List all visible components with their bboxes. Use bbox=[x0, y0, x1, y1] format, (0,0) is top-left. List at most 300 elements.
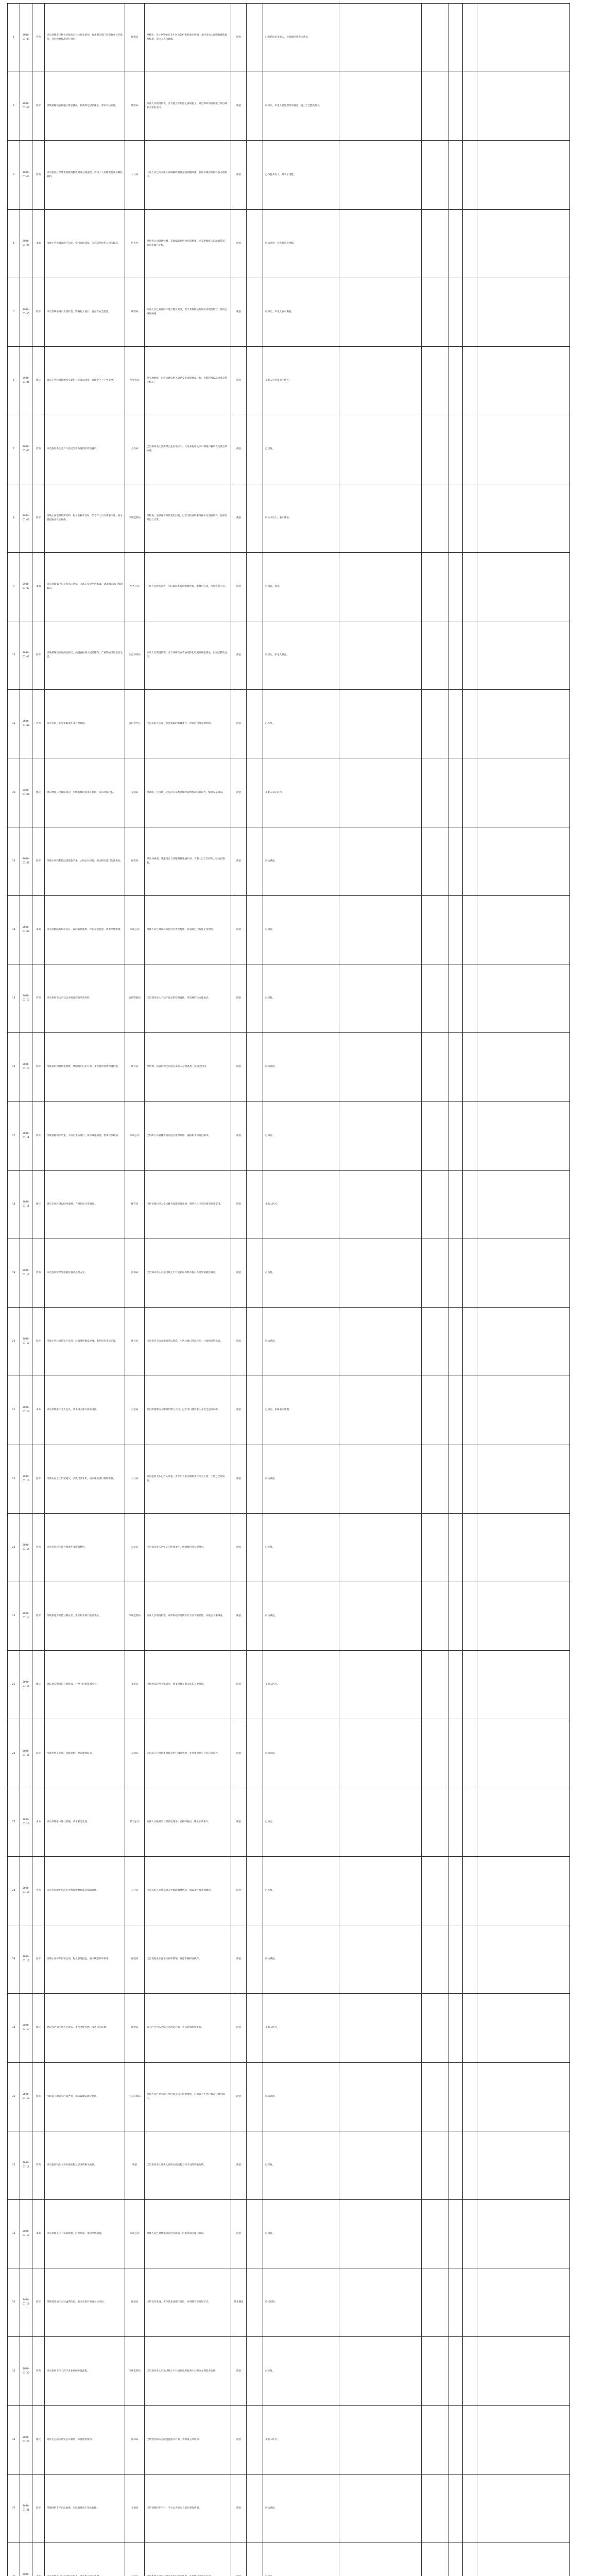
category-cell: 咨询 bbox=[32, 141, 45, 209]
empty-cell bbox=[422, 758, 448, 827]
empty-cell bbox=[339, 1513, 422, 1582]
result-cell: 满意 bbox=[231, 2337, 247, 2405]
result-cell: 满意 bbox=[231, 1651, 247, 1719]
category-cell: 求助 bbox=[32, 552, 45, 621]
row-number-cell: 12 bbox=[8, 758, 20, 827]
empty-cell bbox=[448, 1994, 463, 2062]
empty-cell bbox=[247, 1925, 263, 1994]
empty-cell bbox=[463, 1170, 477, 1239]
department-cell: 医保局 bbox=[125, 1239, 145, 1307]
date-cell: 2020-01-04 bbox=[20, 209, 32, 278]
category-cell: 投诉 bbox=[32, 278, 45, 346]
department-cell: 住建局 bbox=[125, 2268, 145, 2337]
category-cell: 投诉 bbox=[32, 2474, 45, 2543]
empty-cell bbox=[422, 827, 448, 895]
empty-cell bbox=[477, 2131, 570, 2199]
department-cell: 市场监管局 bbox=[125, 484, 145, 552]
category-cell: 建议 bbox=[32, 1651, 45, 1719]
category-cell: 投诉 bbox=[32, 1582, 45, 1651]
empty-cell bbox=[477, 690, 570, 758]
empty-cell bbox=[422, 1170, 448, 1239]
empty-cell bbox=[448, 1856, 463, 1925]
empty-cell bbox=[448, 2131, 463, 2199]
empty-cell bbox=[477, 1925, 570, 1994]
empty-cell bbox=[422, 347, 448, 415]
category-cell: 投诉 bbox=[32, 1308, 45, 1376]
note-cell: 回访满意。 bbox=[263, 1719, 339, 1788]
table-row bbox=[8, 2405, 570, 2474]
category-cell: 咨询 bbox=[32, 964, 45, 1033]
empty-cell bbox=[339, 1582, 422, 1651]
empty-cell bbox=[463, 1033, 477, 1101]
category-cell: 求助 bbox=[32, 1376, 45, 1445]
empty-cell bbox=[247, 1101, 263, 1170]
category-cell: 求助 bbox=[32, 209, 45, 278]
reply-cell: 经核实，该小区物业已在小区公告栏张贴收支明细，并向来电人说明收费依据及标准，来电人表示理解。 bbox=[145, 4, 231, 72]
table-row bbox=[8, 552, 570, 621]
empty-cell bbox=[477, 1101, 570, 1170]
empty-cell bbox=[463, 1513, 477, 1582]
row-number-cell: 21 bbox=[8, 1376, 20, 1445]
row-number-cell: 37 bbox=[8, 2474, 20, 2543]
department-cell: 人社局 bbox=[125, 1856, 145, 1925]
reply-cell bbox=[145, 2543, 231, 2576]
empty-cell bbox=[477, 2062, 570, 2131]
empty-cell bbox=[339, 2131, 422, 2199]
empty-cell bbox=[422, 1651, 448, 1719]
result-cell: 满意 bbox=[231, 278, 247, 346]
empty-cell bbox=[422, 1308, 448, 1376]
empty-cell bbox=[477, 1033, 570, 1101]
row-number-cell: 9 bbox=[8, 552, 20, 621]
empty-cell bbox=[463, 2131, 477, 2199]
category-cell: 咨询 bbox=[32, 2337, 45, 2405]
category-cell: 建议 bbox=[32, 2405, 45, 2474]
empty-cell bbox=[477, 1994, 570, 2062]
table-row bbox=[8, 2543, 570, 2576]
department-cell: 公安局 bbox=[125, 1376, 145, 1445]
category-cell: 投诉 bbox=[32, 72, 45, 141]
result-cell: 满意 bbox=[231, 2200, 247, 2268]
reply-cell: 已将建议转图书馆研究，图书馆将在周末延长开放时间。 bbox=[145, 1651, 231, 1719]
empty-cell bbox=[422, 1513, 448, 1582]
empty-cell bbox=[477, 72, 570, 141]
empty-cell bbox=[247, 964, 263, 1033]
empty-cell bbox=[477, 2474, 570, 2543]
reply-cell: 维修人员已对堵塞管道进行疏通，污水外溢问题已解决。 bbox=[145, 2200, 231, 2268]
empty-cell bbox=[448, 1651, 463, 1719]
empty-cell bbox=[463, 1308, 477, 1376]
result-cell: 满意 bbox=[231, 2131, 247, 2199]
table-row bbox=[8, 2131, 570, 2199]
empty-cell bbox=[463, 2268, 477, 2337]
empty-cell bbox=[463, 1376, 477, 1445]
empty-cell bbox=[448, 1513, 463, 1582]
request-content-cell: 来电咨询城乡居民养老保险缴费标准及领取条件。 bbox=[45, 1856, 125, 1925]
empty-cell bbox=[339, 1651, 422, 1719]
empty-cell bbox=[422, 2131, 448, 2199]
note-cell: 已答复。 bbox=[263, 690, 339, 758]
empty-cell bbox=[247, 4, 263, 72]
empty-cell bbox=[422, 1719, 448, 1788]
note-cell: 回访满意，已恢复正常供暖。 bbox=[263, 209, 339, 278]
result-cell: 满意 bbox=[231, 758, 247, 827]
note-cell: 经回访，来电人表示满意。 bbox=[263, 278, 339, 346]
department-cell bbox=[125, 2543, 145, 2576]
empty-cell bbox=[477, 1651, 570, 1719]
result-cell: 满意 bbox=[231, 1033, 247, 1101]
row-number-cell: 24 bbox=[8, 1582, 20, 1651]
department-cell: 公安局 bbox=[125, 415, 145, 484]
empty-cell bbox=[477, 2543, 570, 2576]
category-cell: 咨询 bbox=[32, 4, 45, 72]
note-cell: 已答复。 bbox=[263, 1513, 339, 1582]
empty-cell bbox=[247, 552, 263, 621]
empty-cell bbox=[477, 2405, 570, 2474]
date-cell: 2020-01-14 bbox=[20, 1513, 32, 1582]
empty-cell bbox=[339, 4, 422, 72]
empty-cell bbox=[448, 1239, 463, 1307]
row-number-cell: 23 bbox=[8, 1513, 20, 1582]
empty-cell bbox=[448, 415, 463, 484]
reply-cell: 执法人员现场检查，责令施工单位停止夜间施工，并告知如需夜间施工须办理相关审批手续。 bbox=[145, 72, 231, 141]
empty-cell bbox=[448, 2543, 463, 2576]
date-cell: 2020-01-05 bbox=[20, 347, 32, 415]
reply-cell: 工作人员现场查看，水压偏低系管网维修所致，维修已完成，水压恢复正常。 bbox=[145, 552, 231, 621]
empty-cell bbox=[422, 552, 448, 621]
department-cell: 交通局 bbox=[125, 758, 145, 827]
table-row bbox=[8, 347, 570, 415]
empty-cell bbox=[247, 141, 263, 209]
empty-cell bbox=[422, 1788, 448, 1856]
empty-cell bbox=[477, 1170, 570, 1239]
empty-cell bbox=[339, 758, 422, 827]
row-number-cell: 20 bbox=[8, 1308, 20, 1376]
table-row bbox=[8, 1445, 570, 1513]
table-row bbox=[8, 1719, 570, 1788]
empty-cell bbox=[448, 2268, 463, 2337]
empty-cell bbox=[339, 1788, 422, 1856]
empty-cell bbox=[339, 72, 422, 141]
empty-cell bbox=[247, 278, 263, 346]
table-row bbox=[8, 758, 570, 827]
empty-cell bbox=[247, 1445, 263, 1513]
empty-cell bbox=[463, 1719, 477, 1788]
department-cell: 供热办 bbox=[125, 209, 145, 278]
empty-cell bbox=[422, 2543, 448, 2576]
request-content-cell: 来电反映某商户占道经营，影响行人通行，且存在安全隐患。 bbox=[45, 278, 125, 346]
empty-cell bbox=[448, 1719, 463, 1788]
table-row bbox=[8, 1788, 570, 1856]
empty-cell bbox=[339, 1925, 422, 1994]
table-row bbox=[8, 1582, 570, 1651]
request-content-cell: 来电咨询公积金提取条件及办理时限。 bbox=[45, 690, 125, 758]
request-content-cell: 建议在公园内增设公共厕所，方便游客使用。 bbox=[45, 2405, 125, 2474]
empty-cell bbox=[448, 2474, 463, 2543]
result-cell: 满意 bbox=[231, 1513, 247, 1582]
table-row bbox=[8, 964, 570, 1033]
empty-cell bbox=[463, 690, 477, 758]
row-number-cell: 29 bbox=[8, 1925, 20, 1994]
note-cell: 已答复。 bbox=[263, 415, 339, 484]
empty-cell bbox=[477, 1513, 570, 1582]
department-cell: 自然资源局 bbox=[125, 964, 145, 1033]
department-cell: 文旅局 bbox=[125, 1651, 145, 1719]
note-cell: 已回访。 bbox=[263, 895, 339, 964]
empty-cell bbox=[463, 1101, 477, 1170]
table-row bbox=[8, 2268, 570, 2337]
empty-cell bbox=[339, 1994, 422, 2062]
empty-cell bbox=[339, 2337, 422, 2405]
request-content-cell: 来电咨询新生儿户口登记需要办理的手续及材料。 bbox=[45, 415, 125, 484]
request-content-cell: 反映道路积水严重，下雨后无法通行，排水设施堵塞，要求尽快疏通。 bbox=[45, 1101, 125, 1170]
empty-cell bbox=[422, 415, 448, 484]
department-cell: 市政公司 bbox=[125, 2200, 145, 2268]
result-cell: 满意 bbox=[231, 141, 247, 209]
result-cell: 满意 bbox=[231, 209, 247, 278]
reply-cell: 执法人员现场检查，责令该餐馆安装油烟净化设施并规范排放，目前已整改完毕。 bbox=[145, 621, 231, 689]
category-cell: 求助 bbox=[32, 2200, 45, 2268]
department-cell: 教育局 bbox=[125, 1033, 145, 1101]
result-cell: 基本满意 bbox=[231, 2268, 247, 2337]
empty-cell bbox=[422, 1925, 448, 1994]
note-cell: 回访满意。 bbox=[263, 1033, 339, 1101]
empty-cell bbox=[463, 621, 477, 689]
empty-cell bbox=[247, 72, 263, 141]
row-number-cell: 32 bbox=[8, 2131, 20, 2199]
table-row bbox=[8, 1856, 570, 1925]
request-content-cell: 来电反映家中自来水水压过低，无法正常使用热水器，请求相关部门帮助解决。 bbox=[45, 552, 125, 621]
result-cell bbox=[231, 2543, 247, 2576]
table-row bbox=[8, 1101, 570, 1170]
department-cell: 园林局 bbox=[125, 2405, 145, 2474]
result-cell: 满意 bbox=[231, 1101, 247, 1170]
empty-cell bbox=[339, 484, 422, 552]
result-cell: 满意 bbox=[231, 1856, 247, 1925]
category-cell: 建议 bbox=[32, 1994, 45, 2062]
note-cell: 已答复。 bbox=[263, 1239, 339, 1307]
table-row bbox=[8, 141, 570, 209]
note-cell: 已回访，家属表示感谢。 bbox=[263, 1376, 339, 1445]
row-number-cell: 1 bbox=[8, 4, 20, 72]
empty-cell bbox=[477, 1788, 570, 1856]
request-content-cell: 建议对老旧小区进行改造，更换老化管网，改善居住环境。 bbox=[45, 1994, 125, 2062]
empty-cell bbox=[339, 1101, 422, 1170]
date-cell: 2020-01-16 bbox=[20, 1788, 32, 1856]
empty-cell bbox=[422, 2405, 448, 2474]
category-cell: 求助 bbox=[32, 895, 45, 964]
note-cell: 已答复。 bbox=[263, 1856, 339, 1925]
empty-cell bbox=[448, 827, 463, 895]
empty-cell bbox=[477, 1239, 570, 1307]
note-cell: 回访满意。 bbox=[263, 1308, 339, 1376]
work-order-table bbox=[7, 3, 569, 2576]
empty-cell bbox=[448, 2200, 463, 2268]
empty-cell bbox=[339, 621, 422, 689]
note-cell: 回访满意。 bbox=[263, 827, 339, 895]
request-content-cell: 来电反映小区物业未按约定公示收支情况，要求相关部门督促物业公开账目，并对收费标准进行说明。 bbox=[45, 4, 125, 72]
note-cell: 已答复。 bbox=[263, 2131, 339, 2199]
reply-cell: 已告知来电人残疾人证的办理流程及可享受的补贴政策。 bbox=[145, 2131, 231, 2199]
note-cell: 来电人认可。 bbox=[263, 1994, 339, 2062]
empty-cell bbox=[477, 415, 570, 484]
empty-cell bbox=[339, 2474, 422, 2543]
row-number-cell: 35 bbox=[8, 2337, 20, 2405]
empty-cell bbox=[448, 4, 463, 72]
result-cell: 满意 bbox=[231, 827, 247, 895]
empty-cell bbox=[339, 141, 422, 209]
empty-cell bbox=[477, 964, 570, 1033]
reply-cell: 已告知来电人可通过线上平台或到医保经办窗口办理异地就医备案。 bbox=[145, 1239, 231, 1307]
result-cell: 满意 bbox=[231, 415, 247, 484]
empty-cell bbox=[448, 347, 463, 415]
request-content-cell: 反映小区供暖温度不达标，室内温度较低，多次联系供热公司未解决。 bbox=[45, 209, 125, 278]
date-cell: 2020-01-15 bbox=[20, 1719, 32, 1788]
request-content-cell: 反映某超市销售过期食品，要求相关部门依法查处。 bbox=[45, 1582, 125, 1651]
result-cell: 满意 bbox=[231, 2062, 247, 2131]
department-cell: 水务公司 bbox=[125, 552, 145, 621]
result-cell: 满意 bbox=[231, 1308, 247, 1376]
date-cell: 2020-01-06 bbox=[20, 484, 32, 552]
row-number-cell: 34 bbox=[8, 2268, 20, 2337]
empty-cell bbox=[477, 758, 570, 827]
date-cell: 2020-01-05 bbox=[20, 278, 32, 346]
result-cell: 满意 bbox=[231, 484, 247, 552]
empty-cell bbox=[422, 690, 448, 758]
empty-cell bbox=[247, 2474, 263, 2543]
note-cell: 回访满意。 bbox=[263, 2062, 339, 2131]
note-cell: 来电人对答复表示认可。 bbox=[263, 347, 339, 415]
date-cell: 2020-01-20 bbox=[20, 2405, 32, 2474]
row-number-cell: 17 bbox=[8, 1101, 20, 1170]
empty-cell bbox=[422, 621, 448, 689]
empty-cell bbox=[448, 1101, 463, 1170]
table-row bbox=[8, 1239, 570, 1307]
category-cell: 投诉 bbox=[32, 1719, 45, 1788]
empty-cell bbox=[247, 895, 263, 964]
empty-cell bbox=[339, 2268, 422, 2337]
reply-cell: 执法人员已对该商户进行教育劝导，责令其将物品搬回店内规范经营，现场已恢复畅通。 bbox=[145, 278, 231, 346]
note-cell: 已答复来电人，其表示清楚。 bbox=[263, 141, 339, 209]
department-cell: 残联 bbox=[125, 2131, 145, 2199]
row-number-cell bbox=[8, 2543, 20, 2576]
row-number-cell: 25 bbox=[8, 1651, 20, 1719]
request-content-cell: 建议在学校周边增设交通信号灯及减速带，保障学生上下学安全。 bbox=[45, 347, 125, 415]
request-content-cell: 来电咨询不动产登记办理流程及所需材料。 bbox=[45, 964, 125, 1033]
empty-cell bbox=[463, 1925, 477, 1994]
empty-cell bbox=[448, 2337, 463, 2405]
empty-cell bbox=[448, 2062, 463, 2131]
empty-cell bbox=[463, 2543, 477, 2576]
row-number-cell: 2 bbox=[8, 72, 20, 141]
empty-cell bbox=[422, 1582, 448, 1651]
table-row bbox=[8, 2200, 570, 2268]
reply-cell: 经现场核查，该违建已下达限期拆除通知书，当事人已自行拆除，绿地已恢复。 bbox=[145, 827, 231, 895]
empty-cell bbox=[339, 2062, 422, 2131]
empty-cell bbox=[422, 1376, 448, 1445]
empty-cell bbox=[247, 827, 263, 895]
result-cell: 满意 bbox=[231, 1582, 247, 1651]
empty-cell bbox=[247, 1651, 263, 1719]
request-content-cell: 反映某房地产公司逾期交房，要求督促开发商尽快交付。 bbox=[45, 2268, 125, 2337]
reply-cell: 已告知来电人居住证的申领条件、所需材料及办理地点。 bbox=[145, 1513, 231, 1582]
result-cell: 满意 bbox=[231, 1925, 247, 1994]
date-cell: 2020-01-21 bbox=[20, 2474, 32, 2543]
department-cell: 住建局 bbox=[125, 1994, 145, 2062]
department-cell: 城管局 bbox=[125, 72, 145, 141]
empty-cell bbox=[448, 1170, 463, 1239]
category-cell: 建议 bbox=[32, 347, 45, 415]
empty-cell bbox=[477, 1445, 570, 1513]
table-row bbox=[8, 1994, 570, 2062]
result-cell: 满意 bbox=[231, 1994, 247, 2062]
date-cell: 2020-01-03 bbox=[20, 72, 32, 141]
result-cell: 满意 bbox=[231, 964, 247, 1033]
empty-cell bbox=[247, 1376, 263, 1445]
date-cell: 2020-01-13 bbox=[20, 1376, 32, 1445]
category-cell bbox=[32, 2543, 45, 2576]
reply-cell: 已告知来电人可通过线上平台或到政务服务中心窗口办理营业执照。 bbox=[145, 2337, 231, 2405]
empty-cell bbox=[477, 1856, 570, 1925]
date-cell: 2020-01-06 bbox=[20, 415, 32, 484]
empty-cell bbox=[422, 2474, 448, 2543]
empty-cell bbox=[422, 1994, 448, 2062]
empty-cell bbox=[247, 347, 263, 415]
empty-cell bbox=[247, 1033, 263, 1101]
empty-cell bbox=[448, 1033, 463, 1101]
empty-cell bbox=[463, 415, 477, 484]
empty-cell bbox=[422, 2062, 448, 2131]
result-cell: 满意 bbox=[231, 2474, 247, 2543]
empty-cell bbox=[477, 209, 570, 278]
reply-cell: 已约谈开发商，责令其加快施工进度，并明确交房时间节点。 bbox=[145, 2268, 231, 2337]
request-content-cell: 反映小区垃圾清运不及时，垃圾堆积散发异味，影响居民生活环境。 bbox=[45, 1308, 125, 1376]
row-number-cell: 22 bbox=[8, 1445, 20, 1513]
empty-cell bbox=[463, 895, 477, 964]
empty-cell bbox=[247, 690, 263, 758]
date-cell: 2020-01-12 bbox=[20, 1308, 32, 1376]
result-cell: 满意 bbox=[231, 1445, 247, 1513]
table-row bbox=[8, 690, 570, 758]
empty-cell bbox=[422, 1445, 448, 1513]
reply-cell: 已约谈网约车平台，平台已为来电人退还多收费用。 bbox=[145, 2474, 231, 2543]
empty-cell bbox=[477, 827, 570, 895]
result-cell: 满意 bbox=[231, 552, 247, 621]
department-cell: 人社局 bbox=[125, 141, 145, 209]
table-row bbox=[8, 1170, 570, 1239]
empty-cell bbox=[339, 827, 422, 895]
table-row bbox=[8, 1513, 570, 1582]
category-cell: 投诉 bbox=[32, 1445, 45, 1513]
empty-cell bbox=[339, 895, 422, 964]
empty-cell bbox=[477, 141, 570, 209]
date-cell: 2020-01-15 bbox=[20, 1651, 32, 1719]
empty-cell bbox=[422, 1239, 448, 1307]
note-cell: 已回访。 bbox=[263, 1101, 339, 1170]
empty-cell bbox=[448, 484, 463, 552]
reply-cell: 经协调，培训机构已同意为来电人办理退费，款项已退回。 bbox=[145, 1033, 231, 1101]
date-cell: 2020-01-07 bbox=[20, 552, 32, 621]
table-row bbox=[8, 2474, 570, 2543]
empty-cell bbox=[247, 1994, 263, 2062]
note-cell: 来电人认可。 bbox=[263, 1651, 339, 1719]
row-number-cell: 30 bbox=[8, 1994, 20, 2062]
department-cell: 住建局 bbox=[125, 4, 145, 72]
reply-cell: 已督促环卫公司增加清运频次，小区垃圾已清运完毕，并加强日常巡查。 bbox=[145, 1308, 231, 1376]
department-cell: 生态环境局 bbox=[125, 2062, 145, 2131]
empty-cell bbox=[448, 209, 463, 278]
empty-cell bbox=[339, 964, 422, 1033]
